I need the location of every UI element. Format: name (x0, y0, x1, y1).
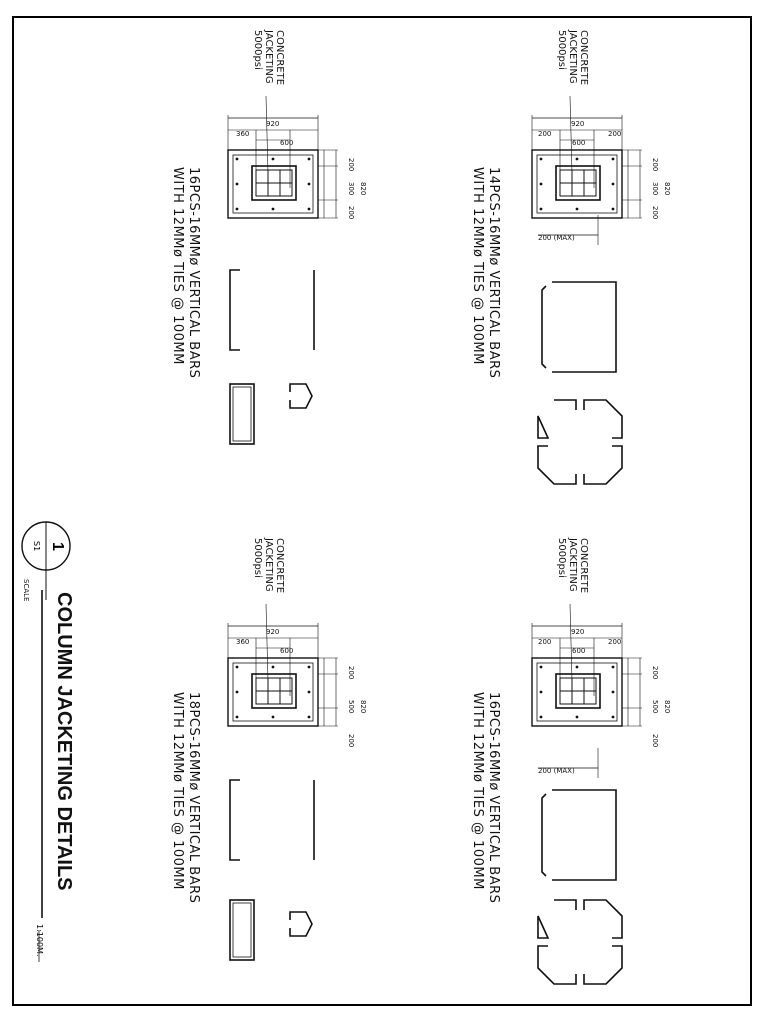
dim-side-total: 820 (663, 182, 671, 196)
concrete-line-1: CONCRETE (274, 30, 285, 86)
concrete-line-1: CONCRETE (578, 538, 589, 594)
dim-inner: 600 (572, 647, 586, 655)
concrete-line-2: JACKETING (567, 30, 578, 84)
concrete-label-bottom-left (249, 538, 285, 598)
tie-shape-oct-bottom-right (538, 900, 622, 984)
concrete-line-2: JACKETING (567, 538, 578, 592)
dim-inner: 600 (280, 647, 294, 655)
rebar-note-line-2: WITH 12MMø TIES @ 100MM (470, 167, 485, 365)
dim-overall: 920 (571, 120, 585, 128)
dim-side-total: 820 (359, 182, 367, 196)
dim-overall: 920 (266, 120, 280, 128)
drawing-title: COLUMN JACKETING DETAILS (53, 592, 75, 891)
tie-shape-hook-top-left (290, 384, 312, 408)
concrete-label-top-right (553, 30, 589, 90)
dim-left: 360 (236, 130, 250, 138)
rebar-note-line-1: 16PCS-16MMø VERTICAL BARS (186, 167, 201, 379)
dim-side-mid: 300 (347, 182, 355, 196)
dim-right: 200 (608, 130, 622, 138)
callout-number: 1 (49, 542, 66, 551)
dim-side-top: 200 (651, 158, 659, 172)
dim-inner: 600 (572, 139, 586, 147)
dim-side-bot: 200 (347, 206, 355, 220)
concrete-line-1: CONCRETE (274, 538, 285, 594)
section-drawing-top-left (228, 96, 338, 218)
concrete-label-bottom-right (553, 538, 589, 598)
tie-shape-small-top-left (230, 384, 254, 444)
dim-left: 200 (538, 638, 552, 646)
rebar-note-top-left (169, 167, 201, 407)
concrete-line-2: JACKETING (263, 538, 274, 592)
rebar-note-line-1: 18PCS-16MMø VERTICAL BARS (186, 692, 201, 904)
section-drawing-bottom-left (228, 604, 338, 726)
dim-side-top: 200 (347, 666, 355, 680)
dim-max: 200 (MAX) (538, 767, 575, 775)
scale-label: SCALE (22, 579, 30, 602)
dim-overall: 920 (266, 628, 280, 636)
dim-side-mid: 300 (651, 182, 659, 196)
section-drawing-bottom-right (532, 604, 642, 778)
rebar-note-line-1: 14PCS-16MMø VERTICAL BARS (486, 167, 501, 379)
tie-shape-rect-top-right (542, 282, 616, 372)
dim-overall: 920 (571, 628, 585, 636)
tie-shape-rect-bottom-right (542, 790, 616, 880)
rebar-note-line-2: WITH 12MMø TIES @ 100MM (170, 167, 185, 365)
dim-left: 200 (538, 130, 552, 138)
dim-side-total: 820 (359, 700, 367, 714)
dim-inner: 600 (280, 139, 294, 147)
tie-shape-open-bottom-left (230, 780, 314, 860)
tie-shape-hook-bottom-left (290, 912, 312, 936)
concrete-line-3: 5000psi (252, 538, 263, 578)
concrete-line-3: 5000psi (556, 30, 567, 70)
concrete-line-3: 5000psi (556, 538, 567, 578)
dim-side-mid: 500 (347, 700, 355, 714)
rebar-note-top-right (469, 167, 501, 407)
rebar-note-bottom-left (169, 692, 201, 932)
concrete-line-2: JACKETING (263, 30, 274, 84)
rebar-note-line-1: 16PCS-16MMø VERTICAL BARS (486, 692, 501, 904)
tie-shape-oct-top-right (538, 400, 622, 484)
scale-value: 1:100M. (35, 924, 44, 957)
dim-side-top: 200 (347, 158, 355, 172)
dim-side-bot: 200 (347, 734, 355, 748)
dim-side-bot: 200 (651, 206, 659, 220)
concrete-line-3: 5000psi (252, 30, 263, 70)
dim-max: 200 (MAX) (538, 234, 575, 242)
dim-side-total: 820 (663, 700, 671, 714)
dim-right: 200 (608, 638, 622, 646)
section-drawing-top-right (532, 96, 642, 245)
concrete-label-top-left (249, 30, 285, 90)
rebar-note-line-2: WITH 12MMø TIES @ 100MM (470, 692, 485, 890)
concrete-line-1: CONCRETE (578, 30, 589, 86)
rebar-note-bottom-right (469, 692, 501, 932)
dim-side-bot: 200 (651, 734, 659, 748)
tie-shape-small-bottom-left (230, 900, 254, 960)
rebar-note-line-2: WITH 12MMø TIES @ 100MM (170, 692, 185, 890)
dim-side-top: 200 (651, 666, 659, 680)
dim-side-mid: 500 (651, 700, 659, 714)
tie-shape-open-top-left (230, 270, 314, 350)
callout-sheet: S1 (32, 541, 41, 552)
dim-left: 360 (236, 638, 250, 646)
